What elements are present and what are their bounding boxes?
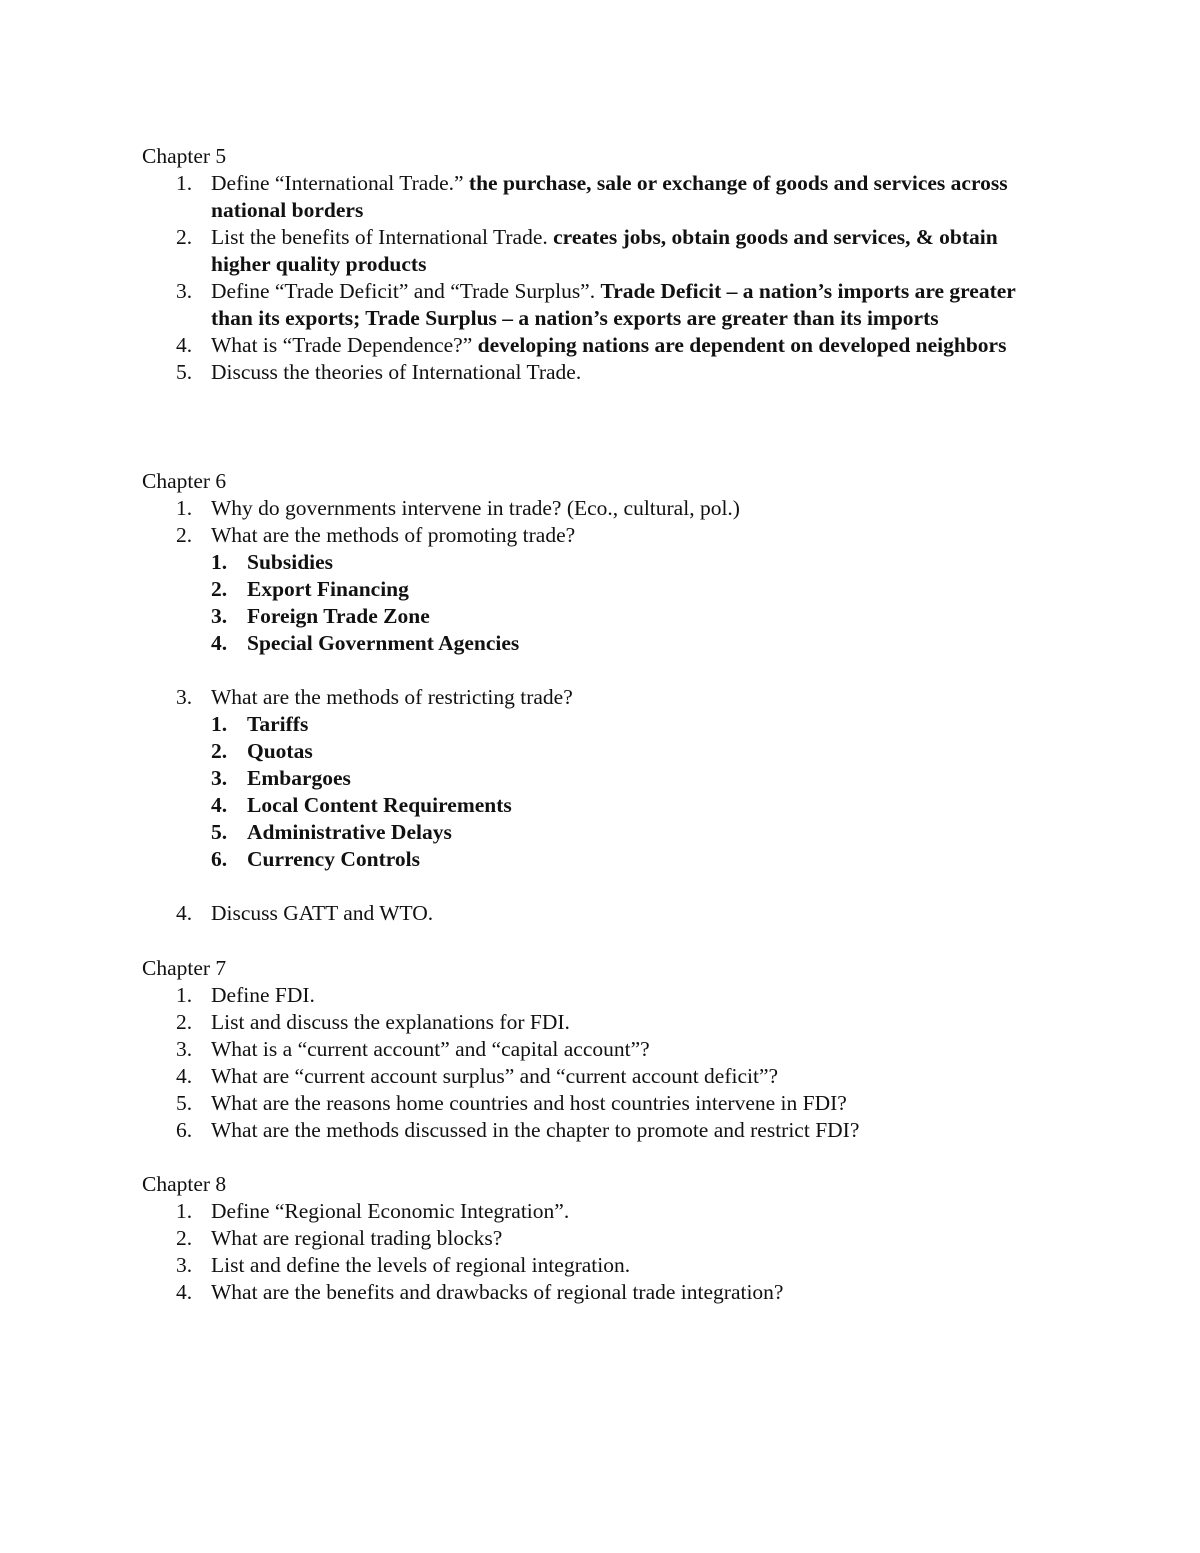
question-text: What is “Trade Dependence?” (211, 333, 478, 357)
promoting-method-item (142, 603, 1062, 630)
question-number: 2. (176, 1010, 193, 1034)
question-text: List and define the levels of regional integration. (211, 1253, 631, 1277)
question-text: Why do governments intervene in trade? (Eco., cultural, pol.) (211, 496, 740, 520)
sub-item-number: 2. (211, 739, 228, 763)
chapter-6-question-3 (142, 684, 1062, 711)
question-number: 1. (176, 1199, 193, 1223)
sub-item-text: Embargoes (247, 766, 351, 790)
question-number: 4. (176, 1280, 193, 1304)
chapter-5-question-2 (142, 224, 1062, 278)
chapter-5-title: Chapter 5 (142, 144, 227, 168)
chapter-8-question-4 (142, 1279, 1062, 1306)
question-text: List the benefits of International Trade. (211, 225, 554, 249)
sub-item-number: 2. (211, 577, 228, 601)
question-text: What are “current account surplus” and “current account deficit”? (211, 1064, 779, 1088)
question-text: What are regional trading blocks? (211, 1226, 503, 1250)
chapter-6-question-2 (142, 522, 1062, 549)
chapter-7-question-3 (142, 1036, 1062, 1063)
question-number: 3. (176, 685, 193, 709)
chapter-8-section (142, 1171, 1062, 1306)
chapter-6-title: Chapter 6 (142, 469, 227, 493)
promoting-method-item (142, 630, 1062, 657)
question-text: What are the methods discussed in the chapter to promote and restrict FDI? (211, 1118, 860, 1142)
chapter-7-title: Chapter 7 (142, 956, 227, 980)
chapter-7-question-2 (142, 1009, 1062, 1036)
question-number: 5. (176, 360, 193, 384)
chapter-7-question-1 (142, 982, 1062, 1009)
chapter-7-question-5 (142, 1090, 1062, 1117)
sub-item-number: 5. (211, 820, 228, 844)
chapter-6-question-4 (142, 900, 1062, 927)
sub-item-text: Quotas (247, 739, 313, 763)
sub-item-text: Export Financing (247, 577, 409, 601)
chapter-7-question-4 (142, 1063, 1062, 1090)
chapter-6-question-1 (142, 495, 1062, 522)
question-number: 5. (176, 1091, 193, 1115)
sub-item-number: 1. (211, 712, 228, 736)
question-text: What are the methods of restricting trade? (211, 685, 573, 709)
restricting-method-item (142, 711, 1062, 738)
sub-item-text: Tariffs (247, 712, 309, 736)
chapter-5-section (142, 143, 1062, 386)
question-text: What are the methods of promoting trade? (211, 523, 576, 547)
question-number: 1. (176, 983, 193, 1007)
question-number: 2. (176, 225, 193, 249)
question-text: Discuss GATT and WTO. (211, 901, 434, 925)
chapter-5-question-1 (142, 170, 1062, 224)
chapter-8-question-2 (142, 1225, 1062, 1252)
sub-item-text: Subsidies (247, 550, 334, 574)
sub-item-text: Local Content Requirements (247, 793, 512, 817)
blank-line (142, 873, 1062, 900)
sub-item-text: Administrative Delays (247, 820, 452, 844)
question-text: What are the benefits and drawbacks of regional trade integration? (211, 1280, 784, 1304)
blank-line (142, 657, 1062, 684)
question-number: 1. (176, 171, 193, 195)
question-number: 4. (176, 901, 193, 925)
sub-item-number: 4. (211, 793, 228, 817)
chapter-5-question-3 (142, 278, 1062, 332)
chapter-8-question-3 (142, 1252, 1062, 1279)
sub-item-text: Special Government Agencies (247, 631, 520, 655)
question-number: 3. (176, 279, 193, 303)
restricting-method-item (142, 792, 1062, 819)
question-text: Define “Trade Deficit” and “Trade Surplus”. (211, 279, 601, 303)
question-number: 1. (176, 496, 193, 520)
question-text: List and discuss the explanations for FDI. (211, 1010, 570, 1034)
chapter-7-section (142, 955, 1062, 1144)
chapter-8-question-1 (142, 1198, 1062, 1225)
chapter-5-question-5 (142, 359, 1062, 386)
sub-item-number: 6. (211, 847, 228, 871)
sub-item-number: 3. (211, 604, 228, 628)
question-text: Discuss the theories of International Trade. (211, 360, 582, 384)
sub-item-number: 3. (211, 766, 228, 790)
sub-item-text: Currency Controls (247, 847, 420, 871)
restricting-method-item (142, 765, 1062, 792)
question-text: What are the reasons home countries and host countries intervene in FDI? (211, 1091, 847, 1115)
question-text: What is a “current account” and “capital account”? (211, 1037, 650, 1061)
sub-item-number: 1. (211, 550, 228, 574)
promoting-method-item (142, 576, 1062, 603)
question-number: 4. (176, 333, 193, 357)
question-number: 6. (176, 1118, 193, 1142)
question-number: 2. (176, 1226, 193, 1250)
restricting-method-item (142, 738, 1062, 765)
chapter-5-question-4 (142, 332, 1062, 359)
question-number: 2. (176, 523, 193, 547)
answer-text: Trade Deficit – a nation’s imports are greater than its exports; Trade Surplus – a nation’s exports are greater than its imports (211, 279, 1016, 330)
chapter-8-title: Chapter 8 (142, 1172, 227, 1196)
answer-text: creates jobs, obtain goods and services, & obtain higher quality products (211, 225, 998, 276)
question-text: Define “Regional Economic Integration”. (211, 1199, 570, 1223)
question-text: Define “International Trade.” (211, 171, 469, 195)
question-number: 4. (176, 1064, 193, 1088)
sub-item-number: 4. (211, 631, 228, 655)
answer-text: the purchase, sale or exchange of goods and services across national borders (211, 171, 1008, 222)
question-number: 3. (176, 1253, 193, 1277)
restricting-method-item (142, 846, 1062, 873)
promoting-method-item (142, 549, 1062, 576)
question-text: Define FDI. (211, 983, 315, 1007)
sub-item-text: Foreign Trade Zone (247, 604, 430, 628)
question-number: 3. (176, 1037, 193, 1061)
chapter-6-section (142, 468, 1062, 927)
restricting-method-item (142, 819, 1062, 846)
chapter-7-question-6 (142, 1117, 1062, 1144)
answer-text: developing nations are dependent on developed neighbors (477, 333, 1007, 357)
